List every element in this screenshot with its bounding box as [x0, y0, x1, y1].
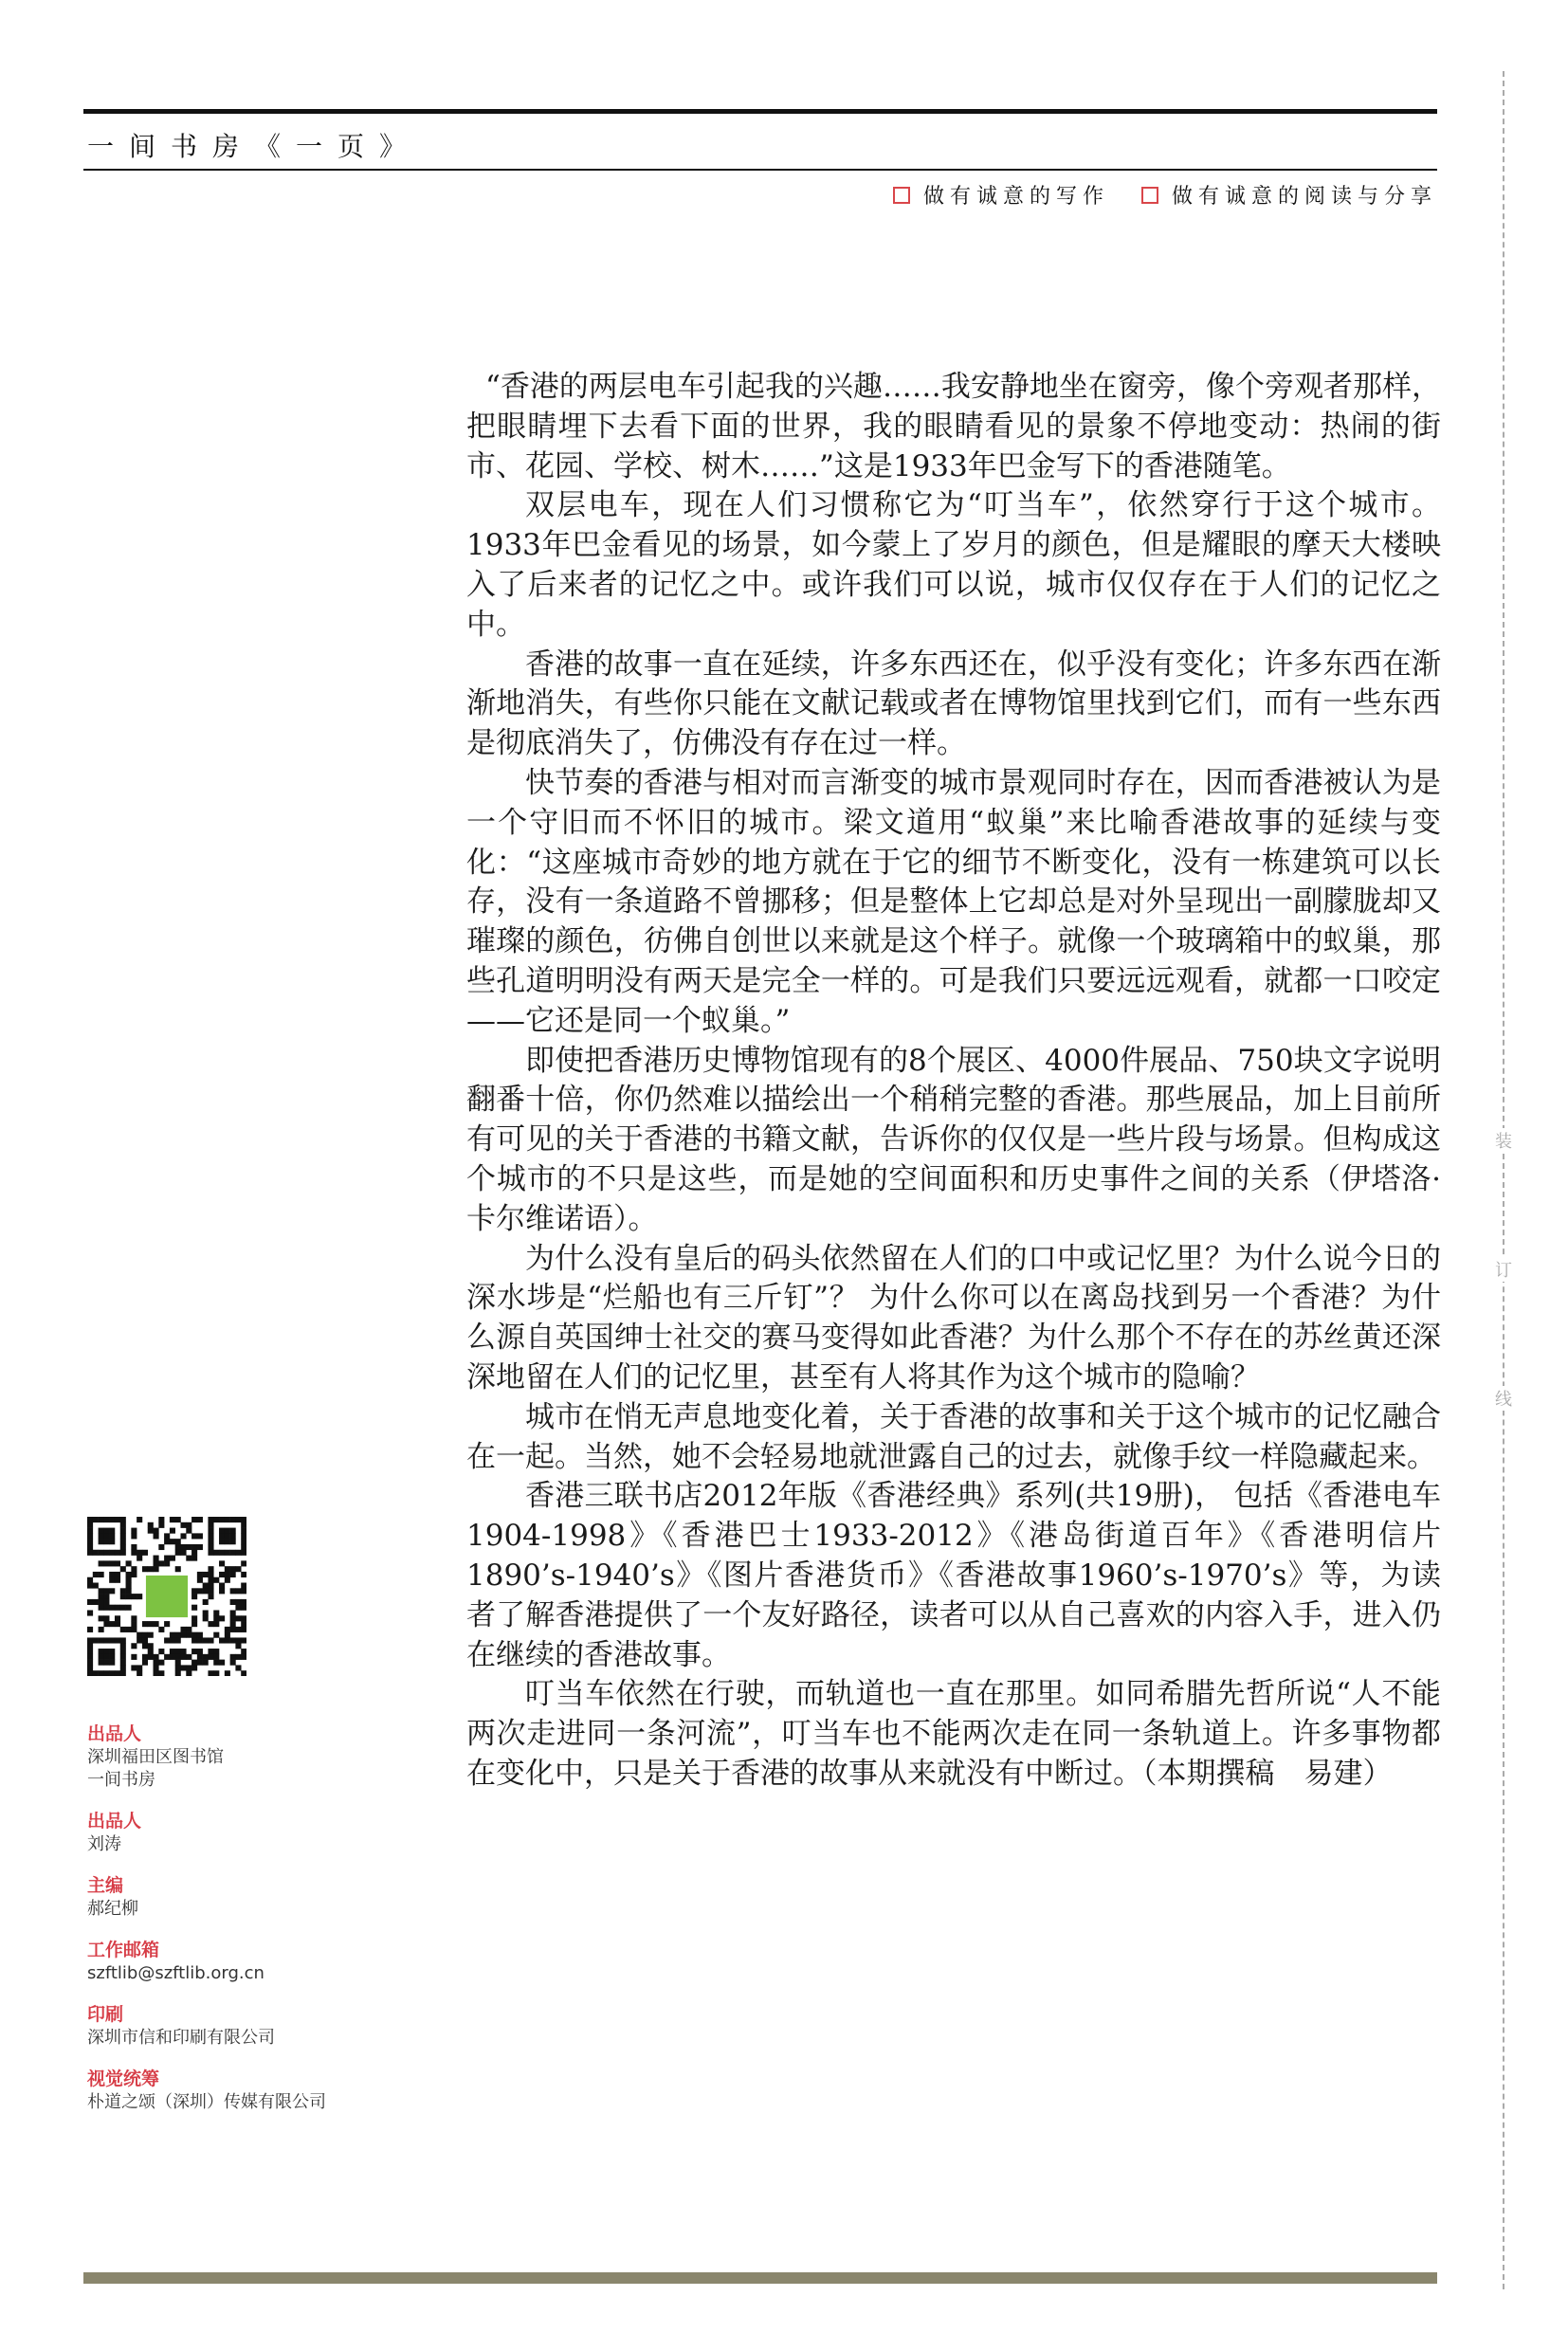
- credit-value: szftlib@szftlib.org.cn: [87, 1963, 264, 1983]
- credit-value: 深圳福田区图书馆: [87, 1747, 224, 1767]
- credit-label: 出品人: [87, 1811, 142, 1832]
- article-paragraph: 叮当车依然在行驶，而轨道也一直在那里。如同希腊先哲所说“人不能两次走进同一条河流”，叮当车也不能两次走在同一条轨道上。许多事物都在变化中，只是关于香港的故事从来就没有中断过。（本期撰稿 易建）: [466, 1677, 1441, 1791]
- slogan-writing: [893, 180, 1109, 210]
- article-paragraph: 为什么没有皇后的码头依然留在人们的口中或记忆里？为什么说今日的深水埗是“烂船也有三斤钉”？ 为什么你可以在离岛找到另一个香港？为什么源自英国绅士社交的赛马变得如此香港？为什么那个不存在的苏丝黄还深深地留在人们的记忆里，甚至有人将其作为这个城市的隐喻？: [466, 1241, 1441, 1394]
- checkbox-icon: [1141, 187, 1158, 204]
- article-paragraph: 快节奏的香港与相对而言渐变的城市景观同时存在，因而香港被认为是一个守旧而不怀旧的城市。梁文道用“蚁巢”来比喻香港故事的延续与变化：“这座城市奇妙的地方就在于它的细节不断变化，没有一栋建筑可以长存，没有一条道路不曾挪移；但是整体上它却总是对外呈现出一副朦胧却又璀璨的颜色，彷佛自创世以来就是这个样子。就像一个玻璃箱中的蚁巢，那些孔道明明没有两天是完全一样的。可是我们只要远远观看，就都一口咬定——它还是同一个蚁巢。”: [466, 765, 1441, 1038]
- slogan-text: 做有诚意的写作: [922, 185, 1109, 209]
- article-paragraph: 即使把香港历史博物馆现有的8个展区、4000件展品、750块文字说明翻番十倍，你仍然难以描绘出一个稍稍完整的香港。那些展品，加上目前所有可见的关于香港的书籍文献，告诉你的仅仅是一些片段与场景。但构成这个城市的不只是这些，而是她的空间面积和历史事件之间的关系（伊塔洛·卡尔维诺语）。: [466, 1043, 1441, 1236]
- article-paragraph: 双层电车，现在人们习惯称它为“叮当车”，依然穿行于这个城市。1933年巴金看见的场景，如今蒙上了岁月的颜色，但是耀眼的摩天大楼映入了后来者的记忆之中。或许我们可以说，城市仅仅存在于人们的记忆之中。: [466, 488, 1441, 642]
- credit-value: 朴道之颂（深圳）传媒有限公司: [87, 2092, 326, 2112]
- article-paragraph: 香港三联书店2012年版《香港经典》系列(共19册)， 包括《香港电车1904-1998》《香港巴士1933-2012》《港岛街道百年》《香港明信片1890’s-1940’s》《图片香港货币》《香港故事1960’s-1970’s》等，为读者了解香港提供了一个友好路径，读者可以从自己喜欢的内容入手，进入仍在继续的香港故事。: [466, 1479, 1441, 1672]
- qr-code-icon: [87, 1517, 246, 1676]
- credit-label: 印刷: [87, 2004, 124, 2025]
- binding-mark: 装: [1492, 1128, 1515, 1153]
- credit-publisher: [87, 1722, 410, 1792]
- slogan-reading: [1141, 180, 1437, 210]
- header-divider: [83, 169, 1437, 171]
- credits-block: [87, 1722, 410, 2132]
- article-paragraph: 城市在悄无声息地变化着，关于香港的故事和关于这个城市的记忆融合在一起。当然，她不会轻易地就泄露自己的过去，就像手纹一样隐藏起来。: [466, 1399, 1441, 1474]
- credit-value: 刘涛: [87, 1834, 121, 1854]
- credit-editor: [87, 1874, 410, 1921]
- article-paragraph: “香港的两层电车引起我的兴趣……我安静地坐在窗旁，像个旁观者那样，把眼睛埋下去看下面的世界，我的眼睛看见的景象不停地变动：热闹的街市、花园、学校、树木……”这是1933年巴金写下的香港随笔。: [466, 370, 1441, 483]
- article-paragraph: 香港的故事一直在延续，许多东西还在，似乎没有变化；许多东西在渐渐地消失，有些你只能在文献记载或者在博物馆里找到它们，而有一些东西是彻底消失了，仿佛没有存在过一样。: [466, 647, 1441, 761]
- credit-label: 主编: [87, 1875, 124, 1896]
- credit-producer: [87, 1810, 410, 1856]
- binding-mark: 线: [1492, 1386, 1515, 1411]
- page-title: 一间书房《一页》: [87, 131, 422, 162]
- binding-mark: 订: [1492, 1257, 1515, 1282]
- header-top-rule: [83, 109, 1437, 114]
- credit-email: [87, 1939, 410, 1985]
- slogan-bar: [893, 180, 1437, 210]
- binding-dashed-line: [1503, 71, 1504, 2289]
- credit-printing: [87, 2003, 410, 2050]
- credit-label: 出品人: [87, 1723, 142, 1744]
- credit-label: 工作邮箱: [87, 1940, 160, 1960]
- footer-bar: [83, 2272, 1437, 2284]
- credit-value: 深圳市信和印刷有限公司: [87, 2028, 275, 2048]
- checkbox-icon: [893, 187, 910, 204]
- slogan-text: 做有诚意的阅读与分享: [1171, 185, 1437, 209]
- credit-visual: [87, 2068, 410, 2114]
- credit-label: 视觉统筹: [87, 2069, 160, 2089]
- article-body: [466, 368, 1441, 1795]
- credit-value: 一间书房: [87, 1770, 155, 1790]
- credit-value: 郝纪柳: [87, 1899, 138, 1919]
